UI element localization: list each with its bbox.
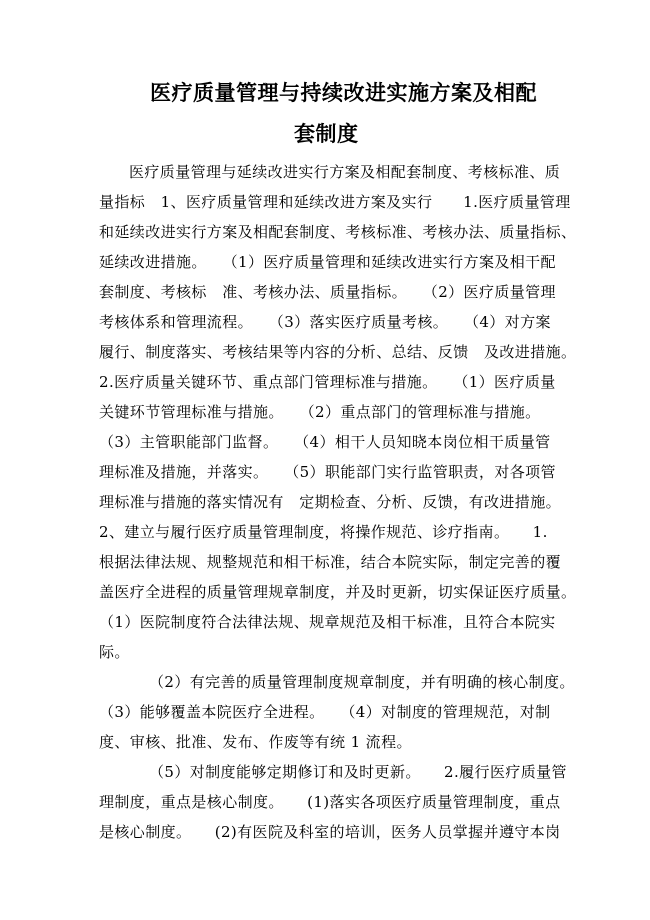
document-title-line-1: 医疗质量管理与持续改进实施方案及相配 <box>150 80 537 105</box>
body-line-5: 套制度、考核标 准、考核办法、质量指标。 （2）医疗质量管理 <box>99 283 556 301</box>
body-line-23: 是核心制度。 (2)有医院及科室的培训，医务人员掌握并遵守本岗 <box>99 823 561 841</box>
body-line-18: （2）有完善的质量管理制度规章制度，并有明确的核心制度。 <box>149 673 575 691</box>
body-line-10: （3）主管职能部门监督。 （4）相干人员知晓本岗位相干质量管 <box>99 433 551 451</box>
body-line-14: 根据法律法规、规整规范和相干标准，结合本院实际，制定完善的覆 <box>99 553 562 571</box>
body-line-4: 延续改进措施。 （1）医疗质量管理和延续改进实行方案及相干配 <box>99 253 556 271</box>
body-line-3: 和延续改进实行方案及相配套制度、考核标准、考核办法、质量指标、 <box>99 223 577 241</box>
body-line-16: （1）医院制度符合法律法规、规章规范及相干标准，且符合本院实 <box>99 613 556 631</box>
body-line-2: 量指标 1、医疗质量管理和延续改进方案及实行 1.医疗质量管理 <box>99 193 571 211</box>
body-line-15: 盖医疗全进程的质量管理规章制度，并及时更新，切实保证医疗质量。 <box>99 583 577 601</box>
body-line-6: 考核体系和管理流程。 （3）落实医疗质量考核。 （4）对方案 <box>99 313 551 331</box>
body-line-13: 2、建立与履行医疗质量管理制度，将操作规范、诊疗指南。 1. <box>99 523 548 541</box>
body-line-11: 理标准及措施，并落实。 （5）职能部门实行监管职责，对各项管 <box>99 463 556 481</box>
body-line-22: 理制度，重点是核心制度。 (1)落实各项医疗质量管理制度，重点 <box>99 793 561 811</box>
body-line-17: 际。 <box>99 643 130 661</box>
body-line-20: 度、审核、批准、发布、作废等有统 1 流程。 <box>99 733 412 751</box>
body-line-19: （3）能够覆盖本院医疗全进程。 （4）对制度的管理规范，对制 <box>99 703 551 721</box>
body-line-7: 履行、制度落实、考核结果等内容的分析、总结、反馈 及改进措施。 <box>99 343 577 361</box>
body-line-21: （5）对制度能够定期修订和及时更新。 2.履行医疗质量管 <box>149 763 567 781</box>
body-line-8: 2.医疗质量关键环节、重点部门管理标准与措施。 （1）医疗质量 <box>99 373 556 391</box>
document-title-line-2: 套制度 <box>294 121 359 146</box>
body-line-12: 理标准与措施的落实情况有 定期检查、分析、反馈，有改进措施。 <box>99 493 562 511</box>
body-line-1: 医疗质量管理与延续改进实行方案及相配套制度、考核标准、质 <box>129 163 561 181</box>
body-line-9: 关键环节管理标准与措施。 （2）重点部门的管理标准与措施。 <box>99 403 541 421</box>
